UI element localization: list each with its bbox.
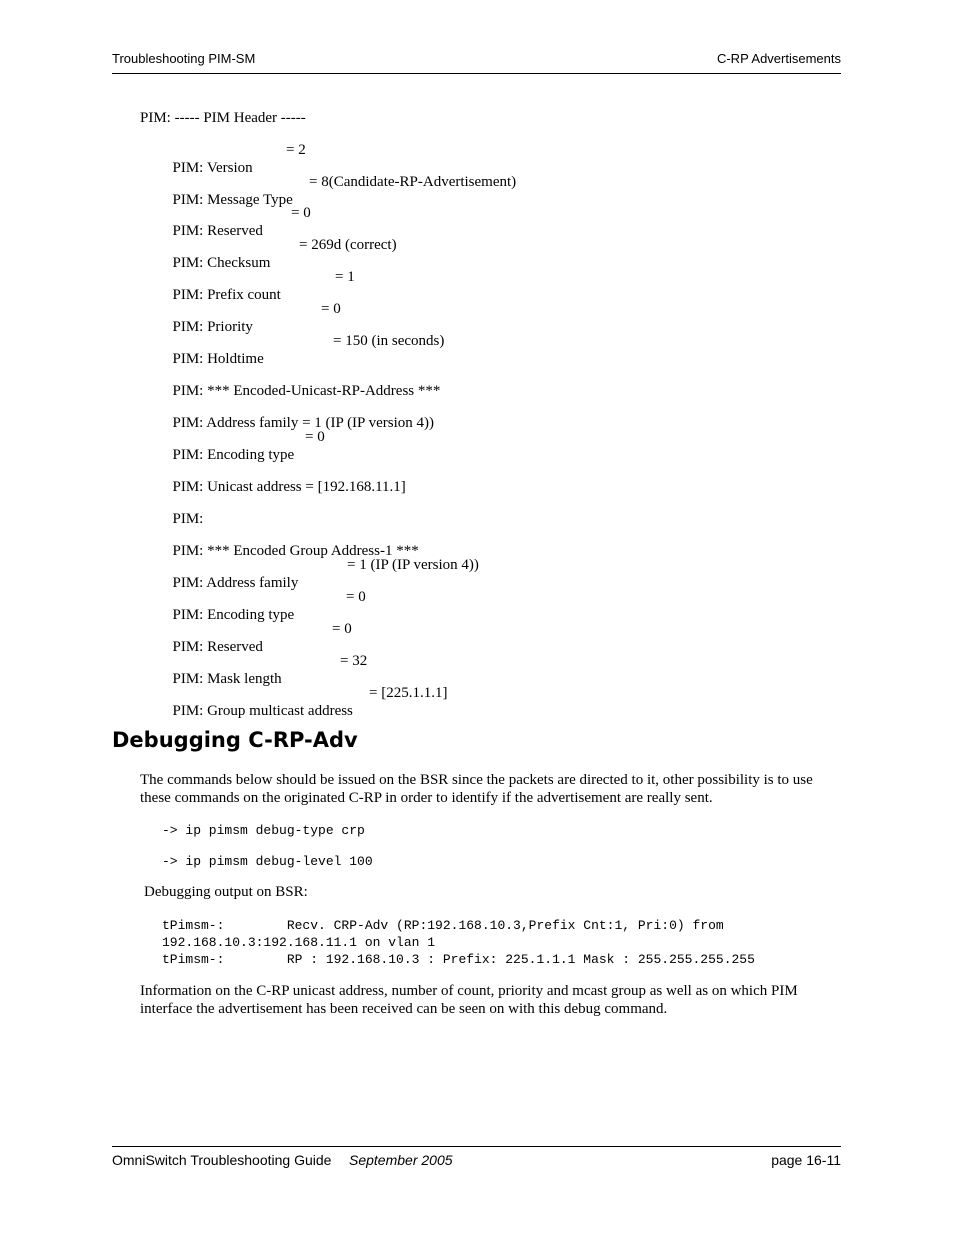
pim-field-label: PIM: Checksum bbox=[172, 255, 271, 271]
pim-field-label: PIM: Version bbox=[172, 160, 253, 176]
running-header-right: C-RP Advertisements bbox=[716, 51, 841, 66]
footer-date: September 2005 bbox=[349, 1152, 453, 1168]
intro-paragraph: The commands below should be issued on the BSR since the packets are directed to it, other possibility is to use these commands on the originated C-RP in order to identify if the advertisement are really sent. bbox=[140, 772, 813, 806]
header-rule bbox=[112, 73, 841, 74]
pim-header-title: PIM: ----- PIM Header ----- bbox=[140, 110, 306, 126]
pim-field-value: = 1 (IP (IP version 4)) bbox=[347, 557, 479, 573]
debug-output-label: Debugging output on BSR: bbox=[144, 884, 308, 900]
pim-field-value: = 150 (in seconds) bbox=[333, 333, 445, 349]
pim-field-row bbox=[165, 524, 419, 560]
footer-guide-title: OmniSwitch Troubleshooting Guide bbox=[112, 1152, 332, 1168]
command-line: -> ip pimsm debug-type crp bbox=[162, 823, 365, 838]
pim-field-label: PIM: Reserved bbox=[172, 223, 263, 239]
footer-page-number: page 16-11 bbox=[771, 1152, 841, 1168]
running-header-left: Troubleshooting PIM-SM bbox=[112, 51, 256, 66]
command-line: -> ip pimsm debug-level 100 bbox=[162, 854, 373, 869]
pim-field-row bbox=[165, 396, 434, 432]
closing-paragraph: Information on the C-RP unicast address, number of count, priority and mcast group as well as on which PIM interface the advertisement has been received can be seen on with this debug command. bbox=[140, 983, 798, 1017]
pim-field-label: PIM: Mask length bbox=[172, 671, 282, 687]
section-title: Debugging C-RP-Adv bbox=[112, 728, 358, 752]
pim-field-value: = 0 bbox=[305, 429, 325, 445]
pim-field-label: PIM: *** Encoded Group Address-1 *** bbox=[172, 543, 419, 559]
pim-field-row bbox=[165, 492, 203, 528]
pim-field-value: = 32 bbox=[340, 653, 368, 669]
footer-rule bbox=[112, 1146, 841, 1147]
pim-field-label: PIM: Prefix count bbox=[172, 287, 281, 303]
pim-field-value: = 1 bbox=[335, 269, 355, 285]
pim-field-value: = 0 bbox=[321, 301, 341, 317]
pim-field-label: PIM: Message Type bbox=[172, 192, 293, 208]
debug-output-line: tPimsm-: RP : 192.168.10.3 : Prefix: 225.1.1.1 Mask : 255.255.255.255 bbox=[162, 952, 755, 967]
pim-field-label: PIM: bbox=[172, 511, 204, 527]
pim-field-row bbox=[165, 364, 440, 400]
pim-field-label: PIM: Priority bbox=[172, 319, 253, 335]
pim-field-label: PIM: Encoding type bbox=[172, 447, 295, 463]
pim-field-value: = 0 bbox=[291, 205, 311, 221]
debug-output-line: 192.168.10.3:192.168.11.1 on vlan 1 bbox=[162, 935, 436, 950]
pim-field-value: = 8(Candidate-RP-Advertisement) bbox=[309, 174, 517, 190]
pim-field-label: PIM: Reserved bbox=[172, 639, 263, 655]
pim-field-label: PIM: Holdtime bbox=[172, 351, 264, 367]
pim-field-label: PIM: Encoding type bbox=[172, 607, 295, 623]
pim-field-label: PIM: Address family bbox=[172, 575, 299, 591]
pim-field-value: = [225.1.1.1] bbox=[369, 685, 448, 701]
debug-output-line: tPimsm-: Recv. CRP-Adv (RP:192.168.10.3,Prefix Cnt:1, Pri:0) from bbox=[162, 918, 724, 933]
pim-field-label: PIM: Group multicast address bbox=[172, 703, 353, 719]
pim-field-row bbox=[165, 460, 406, 496]
pim-field-value: = 2 bbox=[286, 142, 306, 158]
pim-field-label: PIM: *** Encoded-Unicast-RP-Address *** bbox=[172, 383, 441, 399]
pim-field-label: PIM: Address family = 1 (IP (IP version 4)) bbox=[172, 415, 434, 431]
pim-field-value: = 0 bbox=[346, 589, 366, 605]
pim-field-value: = 269d (correct) bbox=[299, 237, 397, 253]
pim-field-label: PIM: Unicast address = [192.168.11.1] bbox=[172, 479, 406, 495]
pim-field-value: = 0 bbox=[332, 621, 352, 637]
